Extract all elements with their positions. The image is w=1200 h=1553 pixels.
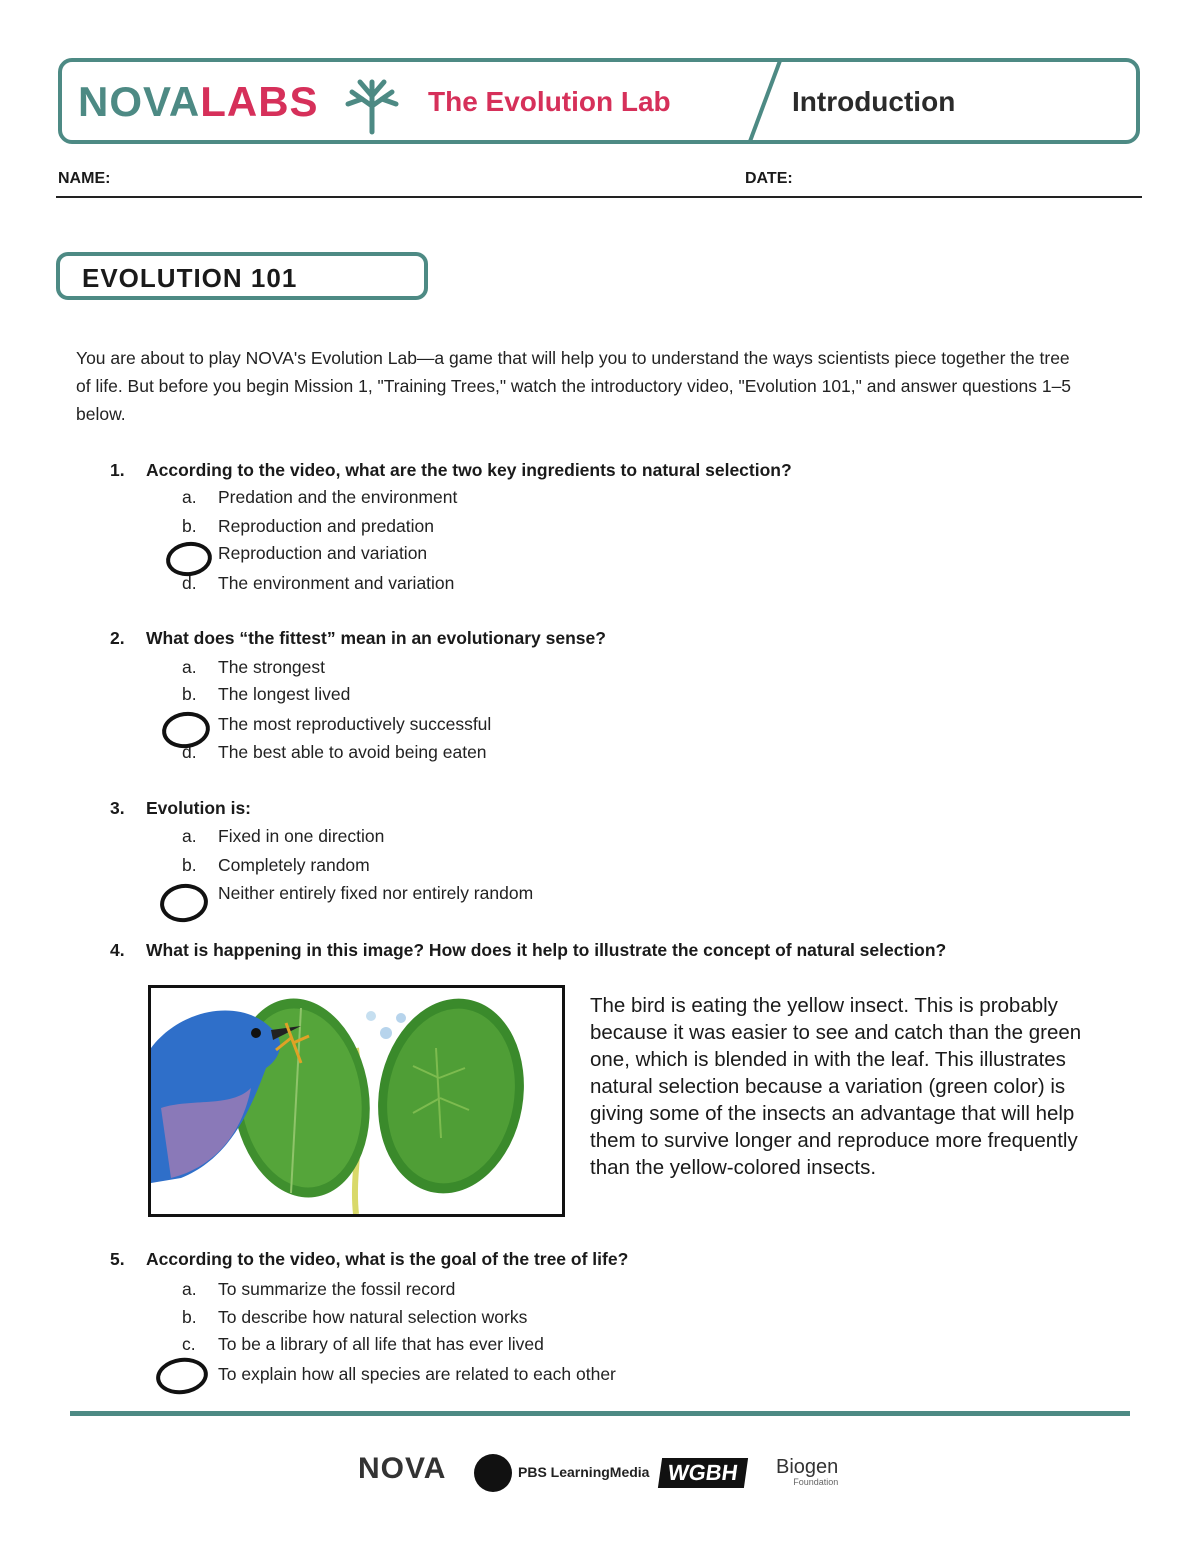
option-3a: a. Fixed in one direction [182,826,385,846]
option-3b: b. Completely random [182,855,370,875]
page-section-title: Introduction [792,86,956,117]
option-1a: a. Predation and the environment [182,487,458,507]
option-2a: a. The strongest [182,657,325,677]
lab-title: The Evolution Lab [428,86,671,117]
option-1c: Reproduction and variation [218,543,428,563]
option-2d: d. The best able to avoid being eaten [182,742,487,762]
header-divider [745,58,785,144]
name-label: NAME: [58,170,111,187]
question-3: 3. Evolution is: [110,798,251,818]
option-2c: The most reproductively successful [218,714,492,734]
question-2: 2. What does “the fittest” mean in an evolutionary sense? [110,628,606,648]
option-5c: c. To be a library of all life that has ever lived [182,1334,544,1354]
option-5a: a. To summarize the fossil record [182,1279,456,1299]
tree-icon [340,72,404,136]
footer-rule [70,1411,1130,1416]
pbs-icon [474,1454,512,1492]
answer-circle-5 [154,1355,211,1398]
option-3c: Neither entirely fixed nor entirely random [218,883,534,903]
question-1: 1. According to the video, what are the two key ingredients to natural selection? [110,460,792,480]
pbs-learningmedia-logo: PBS LearningMedia [518,1464,650,1480]
date-label: DATE: [745,170,793,187]
novalabs-logo: NOVALABS [78,78,319,125]
option-1d: d. The environment and variation [182,573,455,593]
biogen-foundation-text: Foundation [793,1477,839,1487]
option-2b: b. The longest lived [182,684,351,704]
biogen-logo: Biogen Foundation [776,1456,839,1487]
question-4-answer: The bird is eating the yellow insect. This is probably because it was easier to see and catch than the green one, which is blended in with the leaf. This illustrates natural selection because a variation (green color) is giving some of the insects an advantage that will help them to survive longer and reproduce more frequently than the yellow-colored insects. [590,994,1082,1179]
option-1b: b. Reproduction and predation [182,516,434,536]
question-4: 4. What is happening in this image? How does it help to illustrate the concept of natural selection? [110,940,947,960]
section-heading: EVOLUTION 101 [82,263,298,293]
option-5b: b. To describe how natural selection works [182,1307,528,1327]
name-date-rule [56,196,1142,198]
intro-paragraph: You are about to play NOVA's Evolution Lab—a game that will help you to understand the ways scientists piece together the tree of life. But before you begin Mission 1, "Training Trees," watch the introductory video, "Evolution 101," and answer questions 1–5 below. [76,348,1072,424]
wgbh-logo: WGBH [658,1458,748,1488]
nova-logo: NOVA [358,1452,447,1485]
option-5d: To explain how all species are related to each other [218,1364,616,1384]
question-5: 5. According to the video, what is the goal of the tree of life? [110,1249,629,1269]
bird-insect-image [148,985,565,1217]
bird-insect-illustration [151,988,562,1214]
section-heading-box [56,252,428,300]
